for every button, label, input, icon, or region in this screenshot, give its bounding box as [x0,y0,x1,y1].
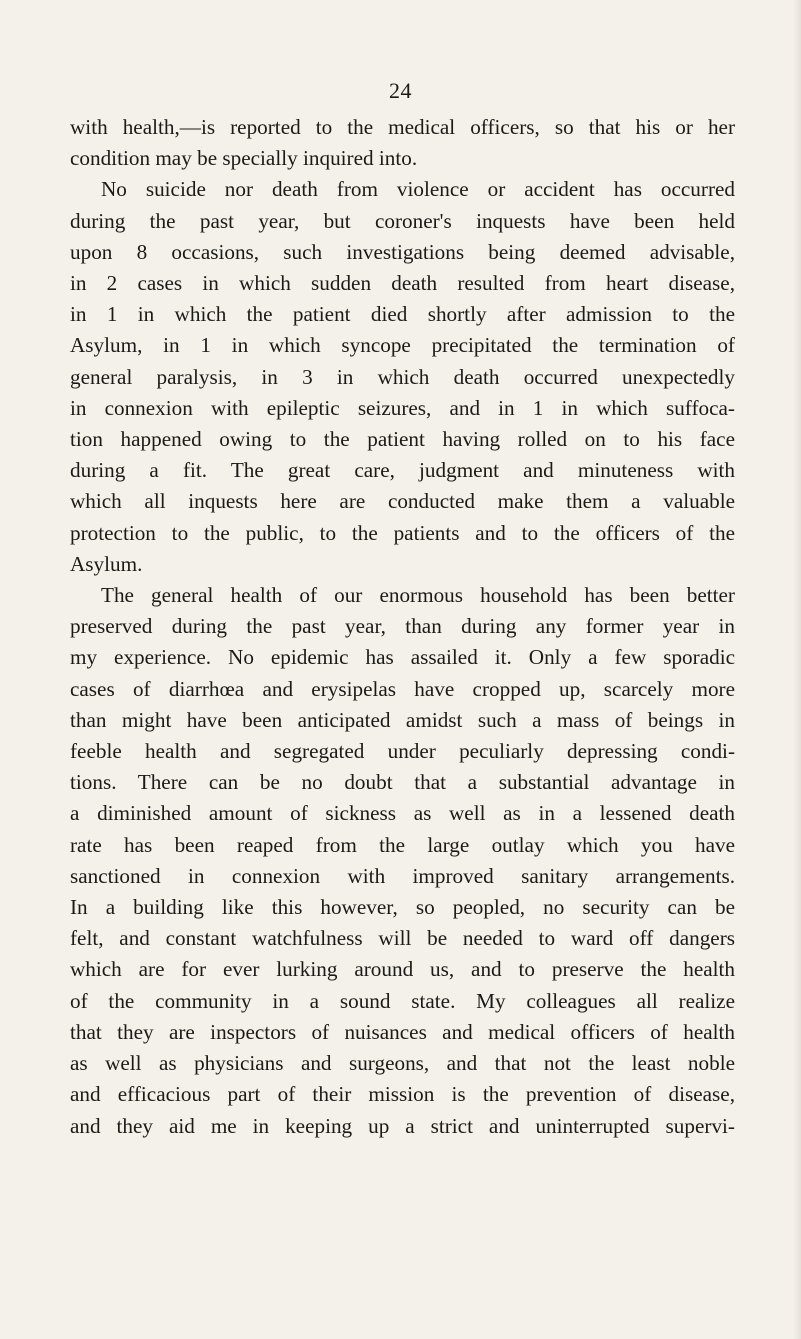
text-line: a diminished amount of sickness as well as in a lessened death [70,801,735,826]
text-line: which all inquests here are conducted make them a valuable [70,489,735,514]
text-line: felt, and constant watchfulness will be needed to ward off dangers [70,926,735,951]
text-line: in connexion with epileptic seizures, and in 1 in which suffoca- [70,395,735,420]
text-line: which are for ever lurking around us, and to preserve the health [70,957,735,982]
text-line: and they aid me in keeping up a strict and uninterrupted supervi- [70,1113,735,1138]
text-line: tion happened owing to the patient having rolled on to his face [70,427,735,452]
text-line: protection to the public, to the patients and to the officers of the [70,520,735,545]
text-line: than might have been anticipated amidst such a mass of beings in [70,707,735,732]
text-line: tions. There can be no doubt that a substantial advantage in [70,770,735,795]
page-number: 24 [389,78,412,103]
text-line: as well as physicians and surgeons, and that not the least noble [70,1051,735,1076]
text-line: during a fit. The great care, judgment and minuteness with [70,458,735,483]
text-line: general paralysis, in 3 in which death occurred unexpectedly [70,364,735,389]
text-line: rate has been reaped from the large outlay which you have [70,832,735,857]
text-line: in 1 in which the patient died shortly after admission to the [70,302,735,327]
text-line: condition may be specially inquired into. [70,146,418,171]
text-line: and efficacious part of their mission is the prevention of disease, [70,1082,735,1107]
text-line: Asylum, in 1 in which syncope precipitated the termination of [70,333,735,358]
text-line: of the community in a sound state. My colleagues all realize [70,988,735,1013]
text-line: cases of diarrhœa and erysipelas have cropped up, scarcely more [70,676,735,701]
text-line: No suicide nor death from violence or accident has occurred [101,177,735,202]
text-line: preserved during the past year, than during any former year in [70,614,735,639]
text-line: Asylum. [70,551,143,576]
text-line: with health,—is reported to the medical officers, so that his or her [70,115,735,139]
text-line: that they are inspectors of nuisances and medical officers of health [70,1019,735,1044]
text-line: In a building like this however, so peopled, no security can be [70,895,735,920]
text-line: upon 8 occasions, such investigations being deemed advisable, [70,239,735,264]
text-line: my experience. No epidemic has assailed it. Only a few sporadic [70,645,735,670]
text-line: The general health of our enormous household has been better [101,583,735,608]
body-text [70,112,735,1142]
page-edge-shadow [793,0,801,1339]
text-line: during the past year, but coroner's inquests have been held [70,208,735,233]
text-line: feeble health and segregated under peculiarly depressing condi- [70,739,735,764]
text-line: in 2 cases in which sudden death resulted from heart disease, [70,271,735,296]
text-line: sanctioned in connexion with improved sanitary arrangements. [70,863,735,888]
